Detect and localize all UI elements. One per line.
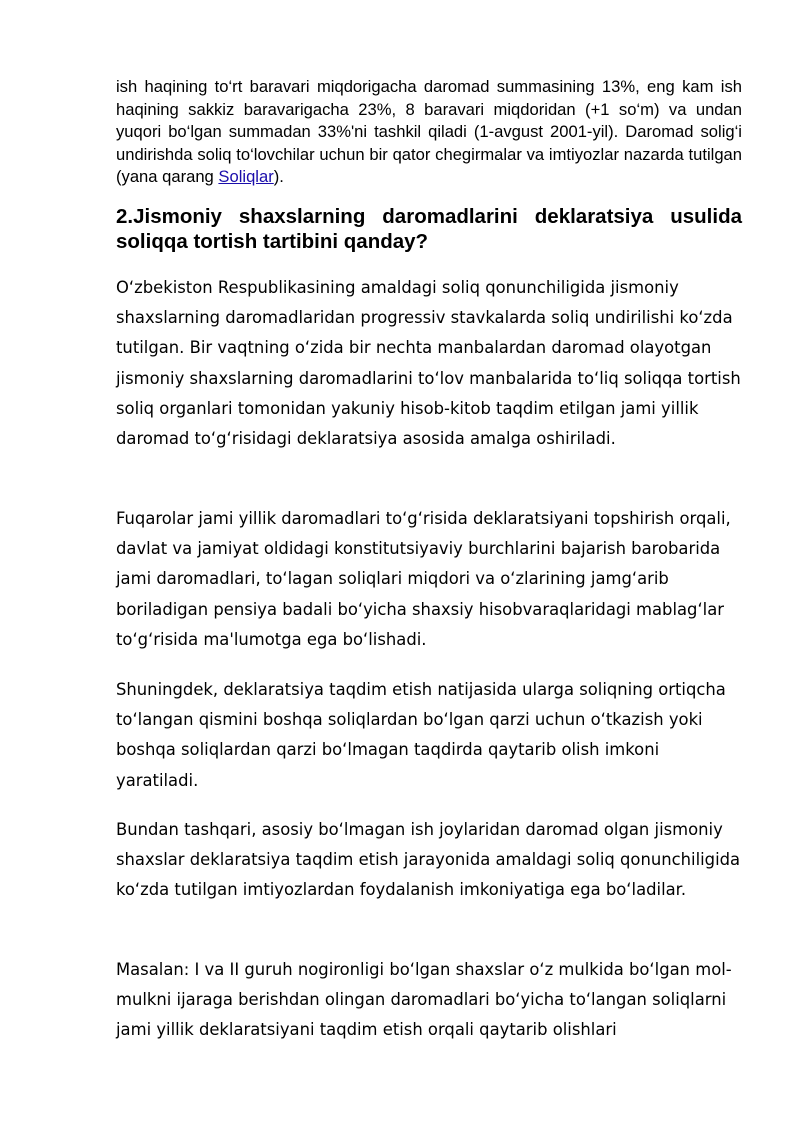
intro-text-after-link: ). <box>273 167 284 187</box>
paragraph-5: Masalan: I va II guruh nogironligi bo‘lgan shaxslar o‘z mulkida bo‘lgan mol-mulkni ijaraga berishdan olingan daromadlari bo‘yicha to‘langan soliqlarni jami yillik deklaratsiyani taqdim etish orqali qaytarib olishlari <box>116 960 732 1040</box>
paragraph-4: Bundan tashqari, asosiy bo‘lmagan ish joylaridan daromad olgan jismoniy shaxslar deklaratsiya taqdim etish jarayonida amaldagi soliq qonunchiligida ko‘zda tutilgan imtiyozlardan foydalanish imkoniyatiga ega bo‘ladilar. <box>116 820 741 900</box>
soliqlar-link[interactable]: Soliqlar <box>218 167 274 187</box>
intro-text-before-link: ish haqining to‘rt baravari miqdorigacha daromad summasining 13%, eng kam ish haqining sakkiz baravarigacha 23%, 8 baravari miqdoridan (+1 so‘m) va undan yuqori bo‘lgan summadan 33%'ni tashkil qiladi (1-avgust 2001-yil). Daromad solig‘i undirishda soliq to‘lovchilar uchun bir qator chegirmalar va imtiyozlar nazarda tutilgan (yana qarang <box>116 77 742 187</box>
intro-paragraph <box>116 76 742 189</box>
paragraph-1: O‘zbekiston Respublikasining amaldagi soliq qonunchiligida jismoniy shaxslarning daromadlaridan progressiv stavkalarda soliq undirilishi ko‘zda tutilgan. Bir vaqtning o‘zida bir nechta manbalardan daromad olayotgan jismoniy shaxslarning daromadlarini to‘lov manbalarida to‘liq soliqqa tortish soliq organlari tomonidan yakuniy hisob-kitob taqdim etilgan jami yillik daromad to‘g‘risidagi deklaratsiya asosida amalga oshiriladi. <box>116 278 741 449</box>
section-heading: 2.Jismoniy shaxslarning daromadlarini deklaratsiya usulida soliqqa tortish tartibini qanday? <box>116 205 742 253</box>
paragraph-2: Fuqarolar jami yillik daromadlari to‘g‘risida deklaratsiyani topshirish orqali, davlat va jamiyat oldidagi konstitutsiyaviy burchlarini bajarish barobarida jami daromadlari, to‘lagan soliqlari miqdori va o‘zlarining jamg‘arib boriladigan pensiya badali bo‘yicha shaxsiy hisobvaraqlaridagi mablag‘lar to‘g‘risida ma'lumotga ega bo‘lishadi. <box>116 509 731 649</box>
document-page <box>116 76 742 1040</box>
paragraph-3: Shuningdek, deklaratsiya taqdim etish natijasida ularga soliqning ortiqcha to‘langan qismini boshqa soliqlardan bo‘lgan qarzi uchun o‘tkazish yoki boshqa soliqlardan qarzi bo‘lmagan taqdirda qaytarib olish imkoni yaratiladi. <box>116 680 726 790</box>
